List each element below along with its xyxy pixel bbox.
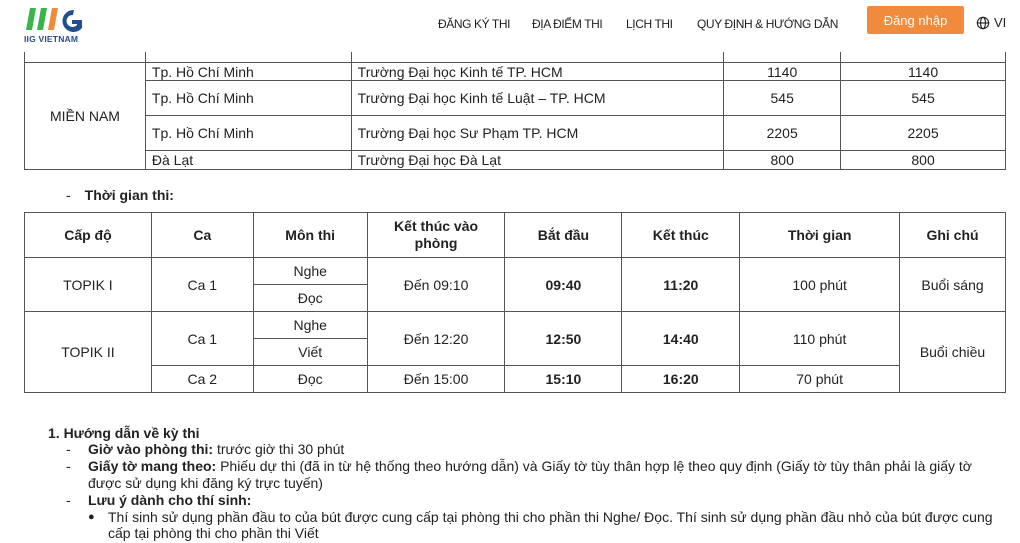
venue-cell: Trường Đại học Đà Lạt	[351, 151, 724, 170]
globe-icon	[976, 16, 990, 30]
duration-cell: 110 phút	[740, 312, 900, 366]
count-cell: 545	[724, 81, 841, 116]
duration-cell: 70 phút	[740, 366, 900, 393]
session-cell: Ca 2	[151, 366, 253, 393]
level-cell: TOPIK II	[25, 312, 152, 393]
note-cell: Buổi chiều	[900, 312, 1006, 393]
schedule-table	[24, 212, 1006, 393]
duration-cell: 100 phút	[740, 258, 900, 312]
nav-schedule[interactable]: LỊCH THI	[626, 17, 673, 31]
end-cell: 16:20	[622, 366, 740, 393]
level-cell: TOPIK I	[25, 258, 152, 312]
column-header: Kết thúc	[622, 213, 740, 258]
login-button[interactable]: Đăng nhập	[867, 6, 964, 34]
venue-cell: Trường Đại học Kinh tế TP. HCM	[351, 63, 724, 81]
table-row	[25, 366, 1006, 393]
table-row	[25, 258, 1006, 285]
count-cell: 2205	[724, 116, 841, 151]
venue-cell: Trường Đại học Kinh tế Luật – TP. HCM	[351, 81, 724, 116]
subject-cell: Nghe	[253, 312, 367, 339]
column-header: Kết thúc vào phòng	[367, 213, 505, 258]
nav-locations[interactable]: ĐỊA ĐIỂM THI	[532, 17, 603, 31]
logo[interactable]	[24, 6, 94, 46]
table-row	[25, 151, 1006, 170]
venue-cell: Trường Đại học Sư Phạm TP. HCM	[351, 116, 724, 151]
column-header: Thời gian	[740, 213, 900, 258]
table-row	[25, 63, 1006, 81]
entry-cell: Đến 12:20	[367, 312, 505, 366]
table-row	[25, 312, 1006, 339]
column-header: Bắt đầu	[505, 213, 622, 258]
page-content: MIỀN NAM Tp. Hồ Chí Minh Trường Đại học Kinh tế TP. HCM 1140 1140 Tp. Hồ Chí Minh Trường Đại học Kinh tế Luật – TP. HCM 545 545 Tp. Hồ Chí Minh Trường Đại học Sư Phạm TP. HCM 2205 2205 Đà Lạt Trường Đại học Đà Lạt 800 800 - Thời gian thi: Cấp độ Ca Môn thi Kết thúc vào phòng Bắt đầu Kết thúc Thời gian Ghi chú TOPIK I Ca 1 Nghe Đến 09:10 09:40 11:20 100 phút Buổi sáng Đọc TOPIK II Ca 1 Nghe Đến 12:20 12:50 14:40 110 phút Buổi chiều Viết Ca 2 Đọc Đến 15:00 15:10 16:20 70 phút 1. Hướng dẫn về kỳ thi - Giờ vào phòng thi: trước giờ thi 30 phút - Giấy tờ mang theo: Phiếu dự thi (đã in từ hệ thống theo hướng dẫn) và Giấy tờ tùy thân hợp lệ theo quy định (Giấy tờ tùy thân phải là giấy tờ được sử dụng khi đăng ký trực tuyến) - Lưu ý dành cho thí sinh: ● Thí sinh sử dụng phần đầu to của bút được cung cấp tại phòng thi cho phần thi Nghe/ Đọc. Thí sinh sử dụng phần đầu nhỏ của bút được cung cấp tại phòng thi cho phần thi Viết	[0, 0, 1020, 543]
end-cell: 14:40	[622, 312, 740, 366]
column-header: Ca	[151, 213, 253, 258]
count-cell: 2205	[841, 116, 1006, 151]
table-row	[25, 81, 1006, 116]
subject-cell: Đọc	[253, 285, 367, 312]
count-cell: 800	[841, 151, 1006, 170]
count-cell: 1140	[724, 63, 841, 81]
subject-cell: Đọc	[253, 366, 367, 393]
count-cell: 545	[841, 81, 1006, 116]
note-cell: Buổi sáng	[900, 258, 1006, 312]
subject-cell: Viết	[253, 339, 367, 366]
guide-title: 1. Hướng dẫn về kỳ thi	[48, 425, 200, 441]
session-cell: Ca 1	[151, 258, 253, 312]
session-cell: Ca 1	[151, 312, 253, 366]
nav-rules-guide[interactable]: QUY ĐỊNH & HƯỚNG DẪN	[697, 17, 838, 31]
logo-text: IIG VIETNAM	[24, 34, 79, 44]
iig-logo-icon	[24, 6, 90, 32]
column-header: Môn thi	[253, 213, 367, 258]
start-cell: 09:40	[505, 258, 622, 312]
schedule-section-label: - Thời gian thi:	[66, 187, 174, 203]
city-cell: Đà Lạt	[145, 151, 351, 170]
table-header-row	[25, 213, 1006, 258]
column-header: Ghi chú	[900, 213, 1006, 258]
city-cell: Tp. Hồ Chí Minh	[145, 81, 351, 116]
city-cell: Tp. Hồ Chí Minh	[145, 116, 351, 151]
language-label: VI	[994, 15, 1007, 30]
count-cell: 1140	[841, 63, 1006, 81]
subject-cell: Nghe	[253, 258, 367, 285]
guide-note-bullet-cont: cấp tại phòng thi cho phần thi Viết	[108, 525, 319, 541]
nav-register[interactable]: ĐĂNG KÝ THI	[438, 17, 511, 31]
language-selector[interactable]	[976, 15, 1006, 30]
bullet-icon: ●	[88, 511, 95, 523]
entry-cell: Đến 09:10	[367, 258, 505, 312]
column-header: Cấp độ	[25, 213, 152, 258]
region-cell: MIỀN NAM	[25, 63, 146, 170]
table-row	[25, 116, 1006, 151]
count-cell: 800	[724, 151, 841, 170]
site-header	[0, 0, 1020, 52]
end-cell: 11:20	[622, 258, 740, 312]
start-cell: 12:50	[505, 312, 622, 366]
start-cell: 15:10	[505, 366, 622, 393]
venue-table	[24, 40, 1006, 170]
guide-docs-row-cont: được sử dụng khi đăng ký trực tuyến)	[88, 475, 323, 491]
entry-cell: Đến 15:00	[367, 366, 505, 393]
city-cell: Tp. Hồ Chí Minh	[145, 63, 351, 81]
